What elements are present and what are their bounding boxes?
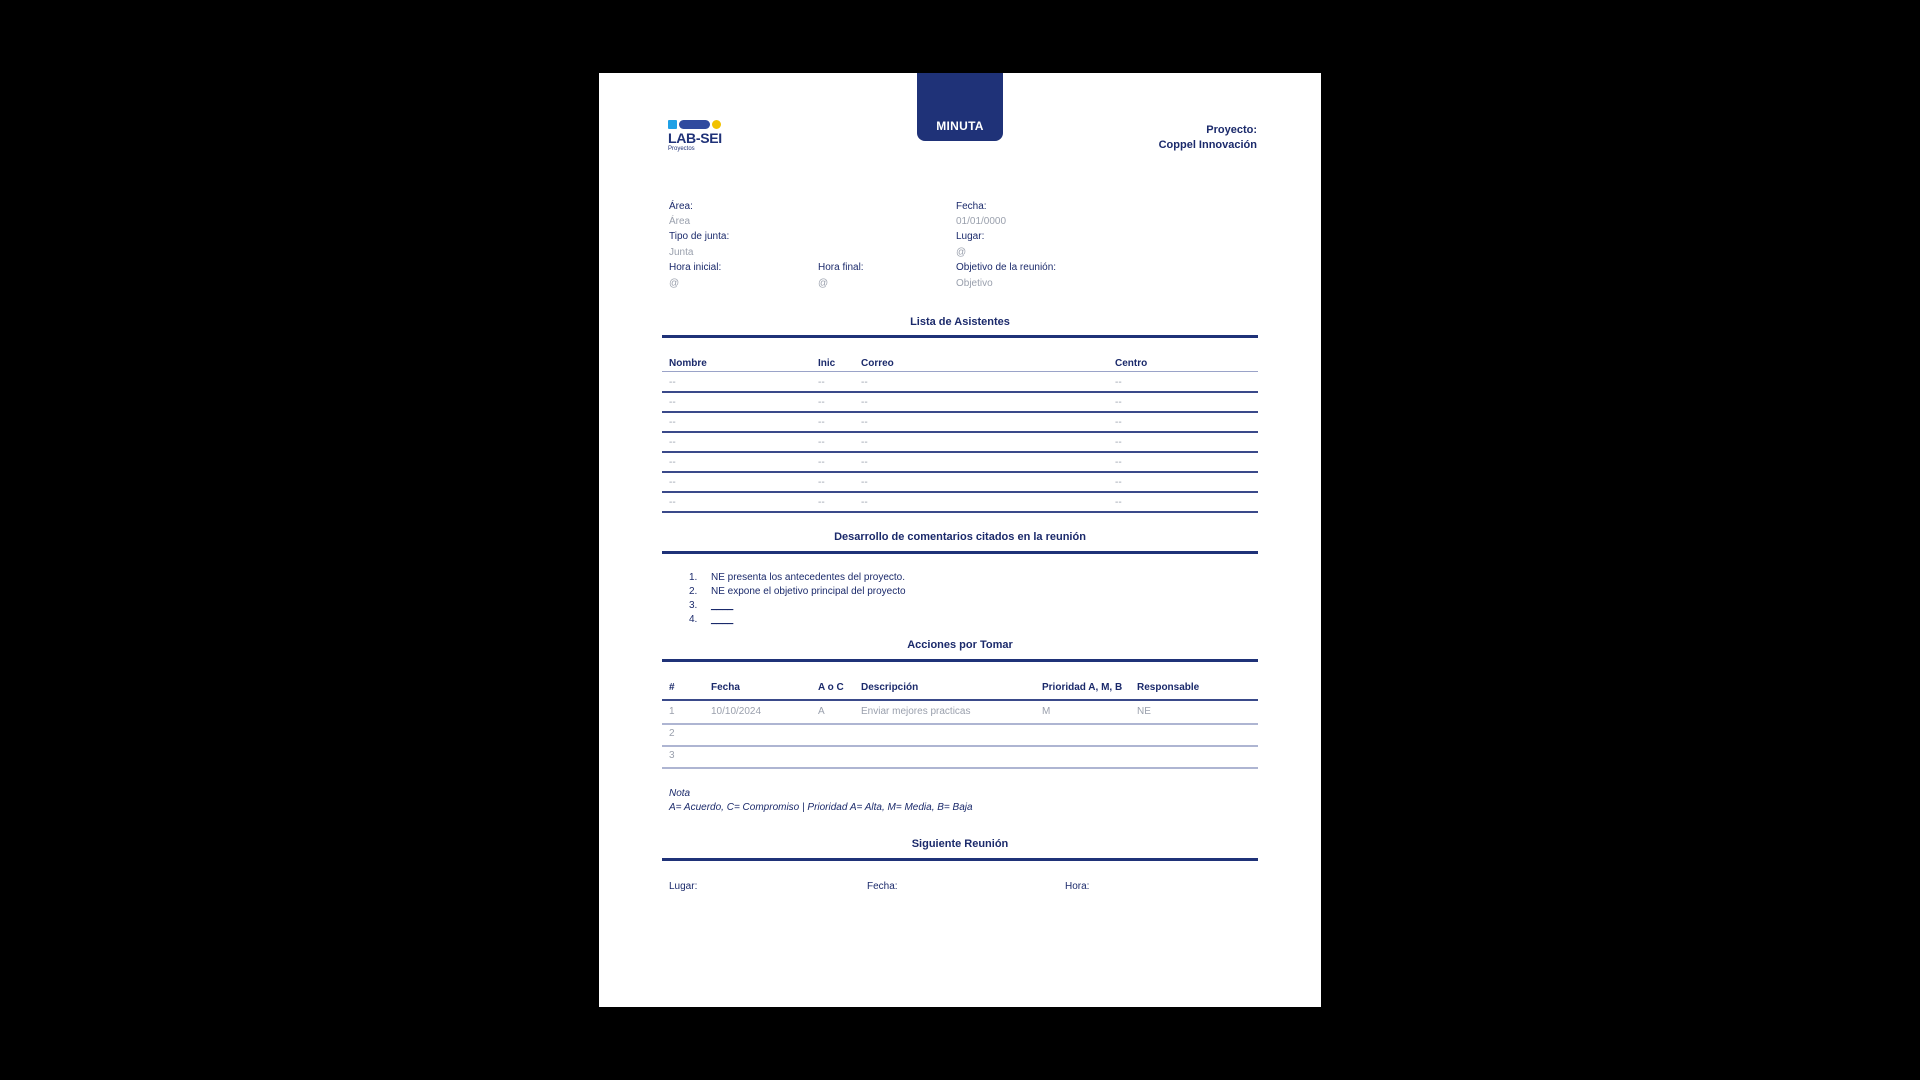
list-item: 2. NE expone el objetivo principal del proyecto [689, 586, 906, 597]
table-cell[interactable]: -- [1115, 437, 1122, 448]
actions-header [662, 678, 1258, 698]
table-row [662, 701, 1258, 721]
logo-dot-icon [712, 120, 721, 129]
table-cell[interactable]: 3 [669, 750, 675, 761]
table-cell[interactable]: -- [1115, 397, 1122, 408]
tipo-label: Tipo de junta: [669, 231, 730, 242]
logo-name: LAB-SEI [668, 130, 722, 146]
table-row [662, 393, 1258, 413]
table-cell[interactable]: 2 [669, 728, 675, 739]
col-nombre: Nombre [669, 358, 707, 369]
table-cell[interactable]: -- [1115, 417, 1122, 428]
table-row [662, 723, 1258, 743]
col-descripcion: Descripción [861, 682, 919, 693]
fecha-value[interactable]: 01/01/0000 [956, 216, 1007, 227]
table-cell[interactable]: -- [861, 397, 868, 408]
table-cell[interactable]: M [1042, 706, 1051, 717]
table-cell[interactable]: -- [861, 477, 868, 488]
project-name: Coppel Innovación [1158, 139, 1257, 151]
table-cell[interactable]: -- [861, 417, 868, 428]
row-divider [662, 371, 1258, 372]
area-value[interactable]: Área [669, 216, 691, 227]
table-cell[interactable]: -- [861, 437, 868, 448]
table-cell[interactable]: -- [861, 457, 868, 468]
table-cell[interactable]: -- [1115, 377, 1122, 388]
table-cell[interactable]: 10/10/2024 [711, 706, 762, 717]
hora-inicial-label: Hora inicial: [669, 262, 722, 273]
next-hora-label[interactable]: Hora: [1065, 881, 1090, 892]
project-label: Proyecto: [1206, 124, 1257, 136]
row-divider [662, 511, 1258, 513]
attendees-title: Lista de Asistentes [910, 316, 1010, 328]
minuta-tab: MINUTA [917, 73, 1003, 141]
table-cell[interactable]: NE [1137, 706, 1151, 717]
table-row [662, 453, 1258, 473]
table-row [662, 493, 1258, 513]
logo-square-icon [668, 120, 677, 129]
tipo-value[interactable]: Junta [669, 247, 694, 258]
area-label: Área: [669, 201, 693, 212]
comments-title: Desarrollo de comentarios citados en la reunión [834, 531, 1086, 543]
table-cell[interactable]: A [818, 706, 825, 717]
table-cell[interactable]: -- [1115, 457, 1122, 468]
actions-divider [662, 659, 1258, 662]
table-cell[interactable]: -- [818, 457, 825, 468]
col-aoc: A o C [818, 682, 844, 693]
col-prioridad: Prioridad A, M, B [1042, 682, 1123, 693]
table-cell[interactable]: -- [669, 477, 676, 488]
table-cell[interactable]: 1 [669, 706, 675, 717]
table-cell[interactable]: -- [1115, 477, 1122, 488]
project-info [1159, 123, 1257, 153]
table-row [662, 413, 1258, 433]
table-cell[interactable]: -- [818, 477, 825, 488]
table-cell[interactable]: -- [669, 377, 676, 388]
table-cell[interactable]: -- [669, 417, 676, 428]
table-cell[interactable]: -- [861, 377, 868, 388]
note-title: Nota [669, 788, 691, 799]
actions-title: Acciones por Tomar [907, 639, 1013, 651]
list-item: 1. NE presenta los antecedentes del proyecto. [689, 572, 906, 583]
table-cell[interactable]: -- [818, 497, 825, 508]
hora-final-value[interactable]: @ [818, 278, 829, 289]
list-item: 3. ____ [689, 600, 734, 611]
list-item: 4. ____ [689, 614, 734, 625]
comments-list [689, 571, 906, 627]
table-cell[interactable]: -- [669, 457, 676, 468]
table-cell[interactable]: -- [818, 437, 825, 448]
col-centro: Centro [1115, 358, 1148, 369]
minuta-document [599, 73, 1321, 1007]
table-cell[interactable]: -- [669, 497, 676, 508]
lugar-label: Lugar: [956, 231, 985, 242]
table-cell[interactable]: -- [818, 397, 825, 408]
col-num: # [669, 682, 675, 693]
table-cell[interactable]: Enviar mejores practicas [861, 706, 971, 717]
table-cell[interactable]: -- [669, 397, 676, 408]
next-meeting-title: Siguiente Reunión [911, 838, 1009, 850]
objetivo-label: Objetivo de la reunión: [956, 262, 1057, 273]
col-correo: Correo [861, 358, 894, 369]
comments-divider [662, 551, 1258, 554]
col-responsable: Responsable [1137, 682, 1200, 693]
table-cell[interactable]: -- [669, 437, 676, 448]
next-meeting-divider [662, 858, 1258, 861]
logo-pill-icon [679, 120, 710, 129]
table-row [662, 373, 1258, 393]
next-fecha-label[interactable]: Fecha: [867, 881, 898, 892]
lugar-value[interactable]: @ [956, 247, 967, 258]
lab-sei-logo [668, 120, 728, 154]
table-cell[interactable]: -- [861, 497, 868, 508]
note-text: A= Acuerdo, C= Compromiso | Prioridad A= Alta, M= Media, B= Baja [669, 802, 973, 813]
table-cell[interactable]: -- [818, 417, 825, 428]
table-cell[interactable]: -- [1115, 497, 1122, 508]
attendees-divider [662, 335, 1258, 338]
col-fecha: Fecha [711, 682, 740, 693]
col-inic: Inic [818, 358, 836, 369]
table-row [662, 433, 1258, 453]
table-row [662, 473, 1258, 493]
logo-subtitle: Proyectos [668, 146, 695, 152]
next-lugar-label[interactable]: Lugar: [669, 881, 698, 892]
hora-inicial-value[interactable]: @ [669, 278, 680, 289]
row-divider [662, 767, 1258, 769]
table-row [662, 745, 1258, 765]
objetivo-value[interactable]: Objetivo [956, 278, 993, 289]
fecha-label: Fecha: [956, 201, 987, 212]
hora-final-label: Hora final: [818, 262, 864, 273]
table-cell[interactable]: -- [818, 377, 825, 388]
